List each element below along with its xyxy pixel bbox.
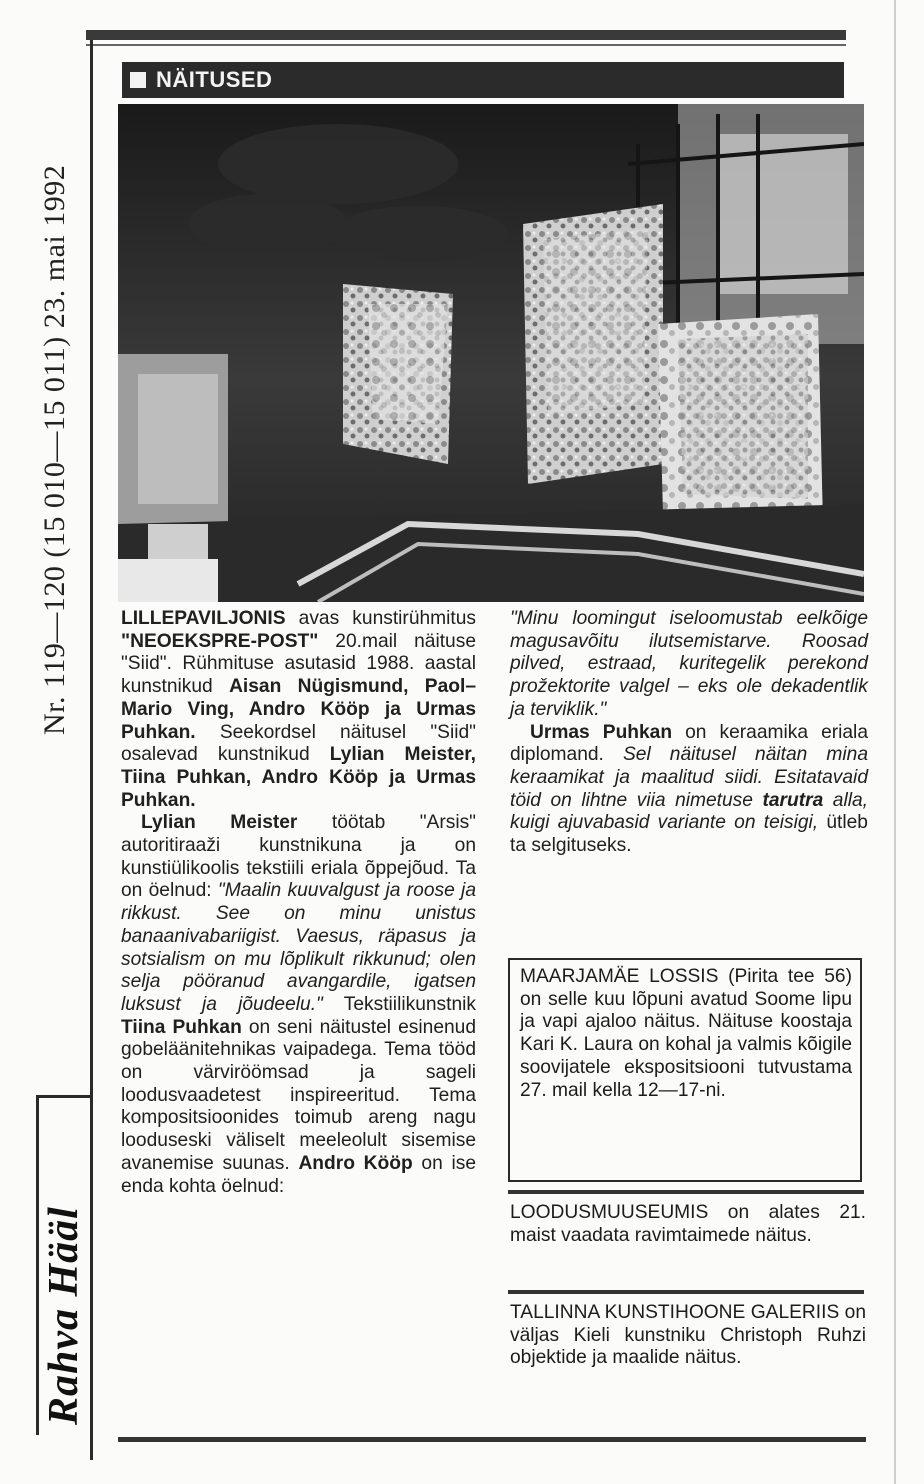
artist-name: Andro Kööp — [298, 1152, 413, 1174]
article-text: 20.mail näituse "Siid". Rühmituse asutasid 1988. aastal kunstnikud — [121, 630, 476, 698]
artist-name: Urmas Puhkan — [530, 721, 673, 743]
artist-quote: alla, kuigi ajuvabasid variante on teisigi, — [510, 789, 869, 834]
square-bullet-icon — [130, 72, 146, 88]
notice-text: LOODUSMUUSEUMIS on alates 21. maist vaadata ravimtaimede näitus. — [510, 1202, 866, 1246]
exhibition-photo-image — [118, 104, 864, 602]
notice-text: TALLINNA KUNSTIHOONE GALERIIS on väljas Kieli kunstniku Christoph Ruhzi objektide ja maalide näitus. — [510, 1302, 866, 1369]
article-text: Seekordsel näitusel "Siid" osalevad kunstnikud — [121, 721, 476, 766]
notice-loodusmuuseum — [510, 1202, 866, 1247]
bottom-rule — [118, 1437, 866, 1442]
artist-name: Lylian Meister — [141, 812, 298, 834]
newspaper-logo: Rahva Hääl — [41, 1206, 87, 1425]
participants-names: Lylian Meister, Tiina Puhkan, Andro Kööp ja Urmas Puhkan. — [121, 744, 476, 811]
separator-rule — [508, 1290, 864, 1294]
top-rule — [86, 30, 846, 40]
issue-meta: Nr. 119—120 (15 010—15 011) 23. mai 1992 — [38, 164, 71, 735]
article-text: on ise enda kohta öelnud: — [121, 1152, 476, 1197]
exhibition-photo — [118, 104, 864, 602]
section-title: NÄITUSED — [156, 67, 273, 92]
article-text: avas kunstirühmitus — [285, 608, 476, 629]
page-edge — [894, 0, 896, 1484]
boxed-notice — [508, 958, 862, 1182]
article-paragraph — [121, 608, 476, 812]
article-paragraph — [121, 812, 476, 1198]
artist-quote: Sel näitusel näitan mina keraamikat ja maalitud siidi. Esitatavaid töid on lihtne viia nimetuse — [510, 744, 868, 811]
group-name: "NEOEKSPRE-POST" — [121, 630, 319, 652]
venue-name: LILLEPAVILJONIS — [121, 608, 286, 629]
article-paragraph — [510, 608, 868, 722]
artist-quote: "Minu loomingut iseloomustab eelkõige magusavõitu ilutsemistarve. Roosad pilved, estraad, kuritegelik perekond prožektorite valgel – eks ole dekadentlik ja terviklik." — [510, 608, 868, 720]
margin-line — [90, 40, 93, 1460]
article-text: on keraamika eriala diplomand. — [510, 721, 868, 766]
article-text: ütleb ta selgituseks. — [510, 812, 868, 857]
article-paragraph — [510, 722, 868, 858]
article-text: Tekstiilikunstnik — [322, 993, 476, 1015]
article-text: on seni näitustel esinenud gobeläänitehnikas vaipadega. Tema tööd on värviröömsad ja sageli loodusvaadetest inspireeritud. Tema kompositsioonides toimub areng nagu looduseski väliselt meeleolult sisemise avanemise suunas. — [121, 1016, 477, 1174]
article-column-1 — [121, 608, 476, 1198]
artist-name: Tiina Puhkan — [121, 1016, 242, 1038]
top-rule-thin — [86, 44, 846, 46]
quote-term: tarutra — [762, 789, 824, 811]
section-header — [122, 62, 844, 98]
separator-rule — [508, 1190, 864, 1194]
artist-quote: "Maalin kuuvalgust ja roose ja rikkust. See on minu unistus banaanivabariigist. Vaesus, räpasus ja sotsialism on mu lõplikult rikkunud; olen selja pööranud avangardile, igatsen luksust ja jõudeelu." — [121, 880, 476, 1015]
logo-frame-left — [36, 1095, 39, 1435]
logo-frame-top — [36, 1095, 92, 1098]
article-text: töötab "Arsis" autoritiraaži kunstnikuna ja on kunstiülikoolis tekstiili eriala õppejõud. Ta on öelnud: — [121, 812, 476, 902]
founders-names: Aisan Nügismund, Paol–Mario Ving, Andro Kööp ja Urmas Puhkan. — [121, 676, 476, 743]
notice-text: MAARJAMÄE LOSSIS (Pirita tee 56) on selle kuu lõpuni avatud Soome lipu ja vapi ajaloo näitus. Näituse koostaja Kari K. Laura on kohal ja valmis kõigile soovijatele ekspositsiooni tutvustama 27. mail kella 12—17-ni. — [520, 966, 852, 1101]
notice-kunstihoone — [510, 1302, 866, 1370]
article-column-2 — [510, 608, 868, 858]
